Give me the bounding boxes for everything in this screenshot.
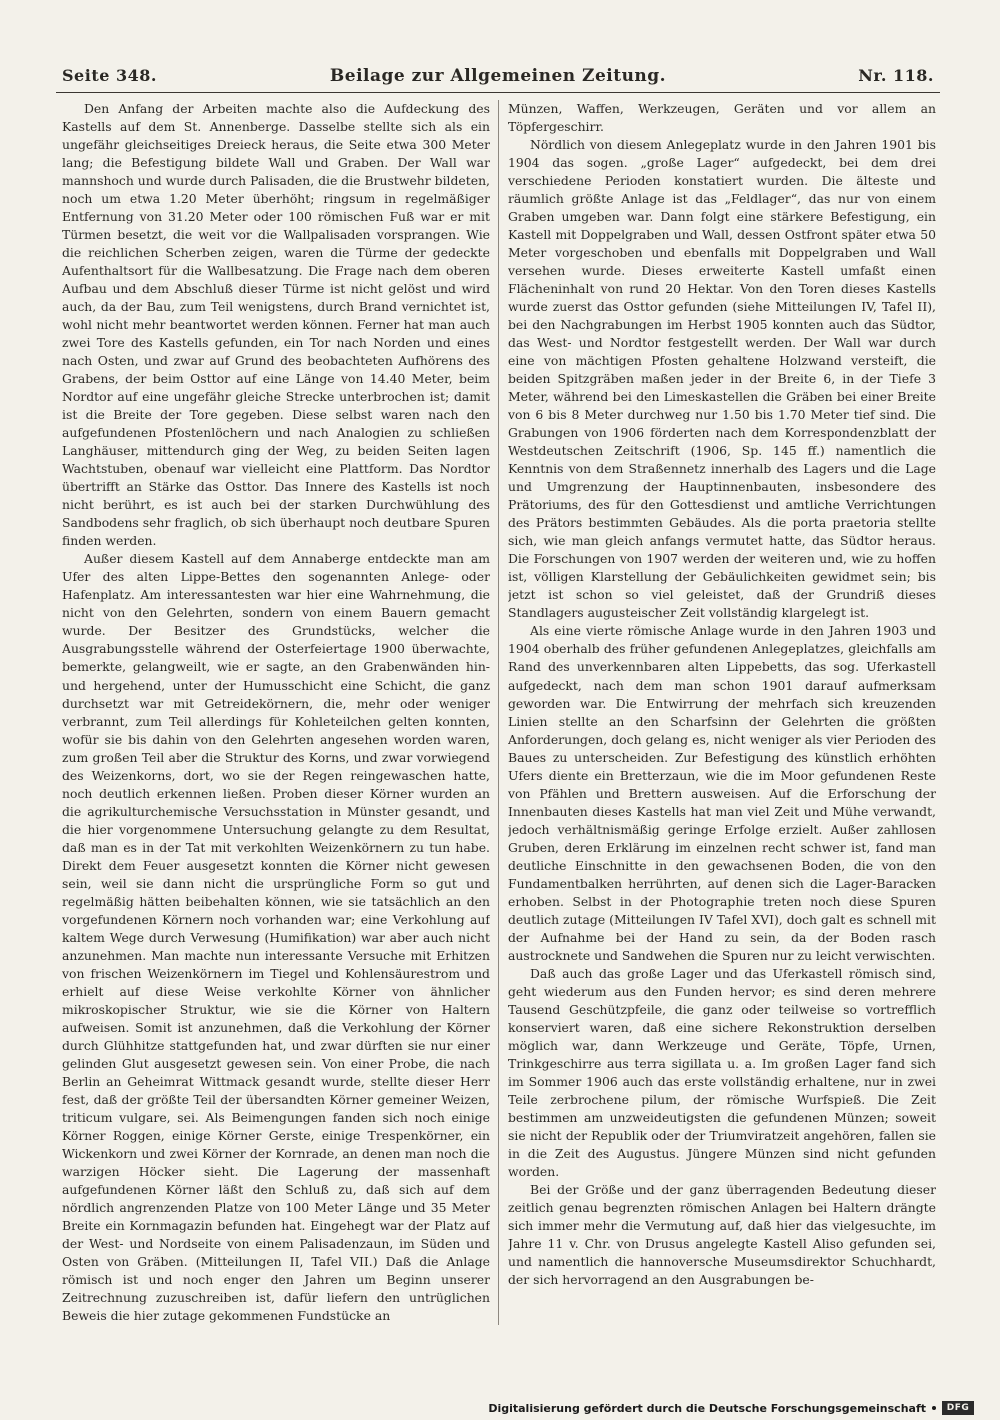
digitization-credit bbox=[488, 1399, 974, 1417]
paragraph: Nördlich von diesem Anlegeplatz wurde in den Jahren 1901 bis 1904 das sogen. „große Lager“ aufgedeckt, bei dem drei verschiedene Perioden konstatiert wurden. Die älteste und räumlich größte Anlage ist das „Feldlager“, das nur von einem Graben umgeben war. Dann folgt eine stärkere Befestigung, ein Kastell mit Doppelgraben und Wall, dessen Ostfront später etwa 50 Meter vorgeschoben und ebenfalls mit Doppelgraben und Wall versehen wurde. Dieses erweiterte Kastell umfaßt einen Flächeninhalt von rund 20 Hektar. Von den Toren dieses Kastells wurde zuerst das Osttor gefunden (siehe Mitteilungen IV, Tafel II), bei den Nachgrabungen im Herbst 1905 konnten auch das Südtor, das West- und Nordtor festgestellt werden. Der Wall war durch eine von mächtigen Pfosten gehaltene Holzwand versteift, die beiden Spitzgräben maßen jeder in der Breite 6, in der Tiefe 3 Meter, während bei den Limeskastellen die Gräben bei einer Breite von 6 bis 8 Meter durchweg nur 1.50 bis 1.70 Meter tief sind. Die Grabungen von 1906 förderten nach dem Korrespondenzblatt der Westdeutschen Zeitschrift (1906, Sp. 145 ff.) namentlich die Kenntnis von dem Straßennetz innerhalb des Lagers und die Lage und Umgrenzung der Hauptinnenbauten, insbesondere des Prätoriums, des für den Gottesdienst und amtliche Verrichtungen des Prätors bestimmten Gebäudes. Als die porta praetoria stellte sich, wie man gleich anfangs vermutet hatte, das Südtor heraus. Die Forschungen von 1907 werden der weiteren und, wie zu hoffen ist, völligen Klarstellung der Gebäulichkeiten gewidmet sein; bis jetzt ist schon so viel geleistet, daß der Grundriß dieses Standlagers augusteischer Zeit vollständig klargelegt ist. bbox=[508, 137, 936, 621]
dfg-logo: DFG bbox=[942, 1401, 974, 1415]
left-column bbox=[62, 100, 490, 1330]
right-column bbox=[508, 100, 936, 1330]
paragraph: Außer diesem Kastell auf dem Annaberge entdeckte man am Ufer des alten Lippe-Bettes den sogenannten Anlege- oder Hafenplatz. Am interessantesten war hier eine Wahrnehmung, die nicht von den Gelehrten, sondern von einem Bauern gemacht wurde. Der Besitzer des Grundstücks, welcher die Ausgrabungsstelle während der Osterfeiertage 1900 überwachte, bemerkte, gelangweilt, wie er sagte, an den Grabenwänden hin- und hergehend, unter der Humusschicht eine Schicht, die ganz durchsetzt war mit Getreidekörnern, die, mehr oder weniger verbrannt, zum Teil allerdings für Kohleteilchen gelten konnten, wofür sie bis dahin von den Gelehrten angesehen worden waren, zum großen Teil aber die Struktur des Korns, und zwar vorwiegend des Weizenkorns, dort, wo sie der Regen reingewaschen hatte, noch deutlich erkennen ließen. Proben dieser Körner wurden an die agrikulturchemische Versuchsstation in Münster gesandt, und die hier vorgenommene Untersuchung gelangte zu dem Resultat, daß man es in der Tat mit verkohlten Weizenkörnern zu tun habe. Direkt dem Feuer ausgesetzt konnten die Körner nicht gewesen sein, weil sie dann nicht die ursprüngliche Form so gut und regelmäßig hätten beibehalten können, wie sie tatsächlich an den vorgefundenen Körnern noch vorhanden war; eine Verkohlung auf kaltem Wege durch Verwesung (Humifikation) war aber auch nicht anzunehmen. Man machte nun interessante Versuche mit Erhitzen von frischen Weizenkörnern im Tiegel und Kohlensäurestrom und erhielt auf diese Weise verkohlte Körner von ähnlicher mikroskopischer Struktur, wie sie die Körner von Haltern aufweisen. Somit ist anzunehmen, daß die Verkohlung der Körner durch Glühhitze stattgefunden hat, und zwar dürften sie nur einer gelinden Glut ausgesetzt gewesen sein. Von einer Probe, die nach Berlin an Geheimrat Wittmack gesandt wurde, stellte dieser Herr fest, daß der größte Teil der übersandten Körner gemeiner Weizen, triticum vulgare, sei. Als Beimengungen fanden sich noch einige Körner Roggen, einige Körner Gerste, einige Trespenkörner, ein Wickenkorn und zwei Körner der Kornrade, an denen man noch die warzigen Höcker sieht. Die Lagerung der massenhaft aufgefundenen Körner läßt den Schluß zu, daß sich auf dem nördlich angrenzenden Platze von 100 Meter Länge und 35 Meter Breite ein Kornmagazin befunden hat. Eingehegt war der Platz auf der West- und Nordseite von einem Palisadenzaun, im Süden und Osten von Gräben. (Mitteilungen II, Tafel VII.) Daß die Anlage römisch ist und noch enger den Jahren um Beginn unserer Zeitrechnung zuzuschreiben ist, dafür liefern den untrüglichen Beweis die hier zutage gekommenen Fundstücke an bbox=[62, 551, 490, 1324]
bullet-icon bbox=[932, 1406, 936, 1410]
paragraph: Daß auch das große Lager und das Uferkastell römisch sind, geht wiederum aus den Funden hervor; es sind deren mehrere Tausend Geschützpfeile, die ganz oder teilweise so vortrefflich konserviert waren, daß eine sichere Rekonstruktion derselben möglich war, dann Werkzeuge und Geräte, Töpfe, Urnen, Trinkgeschirre aus terra sigillata u. a. Im großen Lager fand sich im Sommer 1906 auch das erste vollständig erhaltene, nur in zwei Teile zerbrochene pilum, der römische Wurfspieß. Die Zeit bestimmen am unzweideutigsten die gefundenen Münzen; soweit sie nicht der Republik oder der Triumviratzeit angehören, fallen sie in die Zeit des Augustus. Jüngere Münzen sind nicht gefunden worden. bbox=[508, 965, 936, 1179]
header-rule bbox=[56, 92, 940, 93]
paragraph: Den Anfang der Arbeiten machte also die Aufdeckung des Kastells auf dem St. Annenberge. Dasselbe stellte sich als ein ungefähr gleichseitiges Dreieck heraus, die Seite etwa 300 Meter lang; die Befestigung bildete Wall und Graben. Der Wall war mannshoch und wurde durch Palisaden, die die Brustwehr bildeten, noch um etwa 1.20 Meter überhöht; ringsum in regelmäßiger Entfernung von 31.20 Meter oder 100 römischen Fuß war er mit Türmen besetzt, die weit vor die Wallpalisaden vorsprangen. Wie die reichlichen Scherben zeigen, waren die Türme der gedeckte Aufenthaltsort für die Wallbesatzung. Die Frage nach dem oberen Aufbau und dem Abschluß dieser Türme ist nicht gelöst und wird auch, da der Bau, zum Teil wenigstens, durch Brand vernichtet ist, wohl nicht mehr beantwortet werden können. Ferner hat man auch zwei Tore des Kastells gefunden, ein Tor nach Norden und eines nach Osten, und zwar auf Grund des beobachteten Aufhörens des Grabens, der beim Osttor auf eine Länge von 14.40 Meter, beim Nordtor auf eine ungefähr gleiche Strecke unterbrochen ist; damit ist die Breite der Tore gegeben. Diese selbst waren nach den aufgefundenen Pfostenlöchern und nach Analogien zu schließen Langhäuser, mittendurch ging der Weg, zu beiden Seiten lagen Wachtstuben, obenauf war vielleicht eine Plattform. Das Nordtor übertrifft an Stärke das Osttor. Das Innere des Kastells ist noch nicht berührt, es ist auch bei der starken Durchwühlung des Sandbodens sehr fraglich, ob sich überhaupt noch deutbare Spuren finden werden. bbox=[62, 101, 490, 549]
column-divider bbox=[498, 100, 499, 1325]
paragraph: Bei der Größe und der ganz überragenden Bedeutung dieser zeitlich genau begrenzten römischen Anlagen bei Haltern drängte sich immer mehr die Vermutung auf, daß hier das vielgesuchte, im Jahre 11 v. Chr. von Drusus angelegte Kastell Aliso gefunden sei, und namentlich die hannoversche Museumsdirektor Schuchhardt, der sich hervorragend an den Ausgrabungen be- bbox=[508, 1181, 936, 1288]
publication-title: Beilage zur Allgemeinen Zeitung. bbox=[329, 66, 667, 86]
paragraph: Münzen, Waffen, Werkzeugen, Geräten und vor allem an Töpfergeschirr. bbox=[508, 101, 936, 135]
page-number: Seite 348. bbox=[62, 66, 157, 85]
credit-text: Digitalisierung gefördert durch die Deutsche Forschungsgemeinschaft bbox=[488, 1401, 926, 1415]
issue-number: Nr. 118. bbox=[858, 66, 934, 85]
paragraph: Als eine vierte römische Anlage wurde in den Jahren 1903 und 1904 oberhalb des früher gefundenen Anlegeplatzes, gleichfalls am Rand des unverkennbaren alten Lippebetts, das sog. Uferkastell aufgedeckt, nach dem man schon 1901 darauf aufmerksam geworden war. Die Entwirrung der mehrfach sich kreuzenden Linien stellte an den Scharfsinn der Gelehrten die größten Anforderungen, doch gelang es, nicht weniger als vier Perioden des Baues zu unterscheiden. Zur Befestigung des künstlich erhöhten Ufers diente ein Bretterzaun, wie die im Moor gefundenen Reste von Pfählen und Brettern ausweisen. Auf die Erforschung der Innenbauten dieses Kastells hat man viel Zeit und Mühe verwandt, jedoch verhältnismäßig geringe Erfolge erzielt. Außer zahllosen Gruben, deren Erklärung im einzelnen recht schwer ist, fand man deutliche Einschnitte in den gewachsenen Boden, die von den Fundamentbalken herrührten, auf denen sich die Lager-Baracken erhoben. Selbst in der Photographie treten noch diese Spuren deutlich zutage (Mitteilungen IV Tafel XVI), doch galt es schnell mit der Aufnahme bei der Hand zu sein, da der Boden rasch austrocknete und Sandwehen die Spuren nur zu leicht verwischten. bbox=[508, 623, 936, 963]
page-header bbox=[62, 60, 934, 90]
